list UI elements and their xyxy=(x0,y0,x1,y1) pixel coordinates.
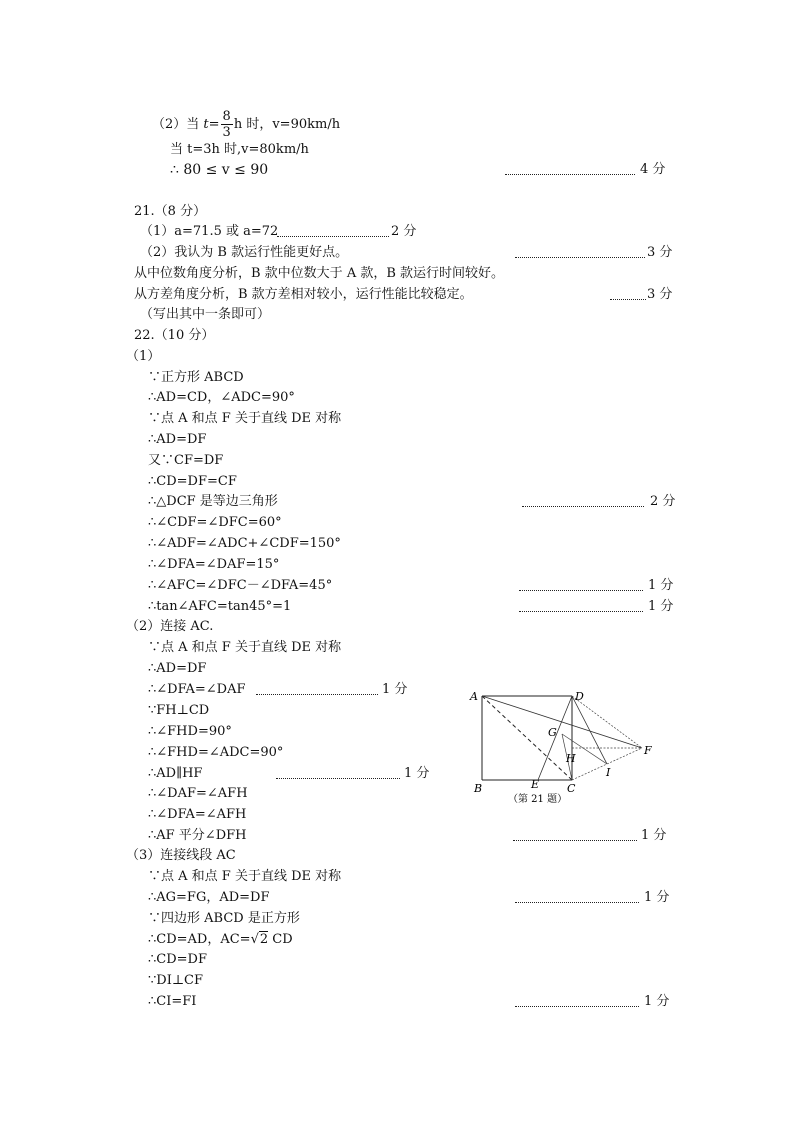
label-B: B xyxy=(474,782,483,795)
score-leader xyxy=(522,506,644,507)
label-A: A xyxy=(470,690,478,703)
q22-p2-line: ∴∠FHD=∠ADC=90° xyxy=(148,745,284,760)
score: 1 分 xyxy=(644,994,670,1009)
score-leader xyxy=(610,299,646,300)
label-D: D xyxy=(575,690,584,703)
q20-eq: = xyxy=(208,117,220,132)
label-F: F xyxy=(644,744,652,757)
q22-p3-line: ∴CI=FI xyxy=(148,994,197,1009)
q22-p1-line: 又∵CF=DF xyxy=(148,453,224,468)
q22-p1-line: ∵正方形 ABCD xyxy=(148,370,244,385)
figure-caption: （第 21 题） xyxy=(508,794,568,805)
score-leader xyxy=(519,590,643,591)
q21-title: 21.（8 分） xyxy=(134,204,207,219)
score-leader xyxy=(515,902,639,903)
sqrt-radicand: 2 xyxy=(259,932,269,947)
q22-p3-line: ∴CD=DF xyxy=(148,952,207,967)
q22-p2-line: ∴AF 平分∠DFH xyxy=(148,828,247,843)
q22-p3-line-sqrt xyxy=(148,932,293,948)
q21-p4: 从方差角度分析，B 款方差相对较小，运行性能比较稳定。 xyxy=(134,287,473,302)
fraction-numerator: 8 xyxy=(222,109,231,124)
score: 2 分 xyxy=(391,224,417,239)
q22-p3-line: ∵点 A 和点 F 关于直线 DE 对称 xyxy=(148,869,342,884)
label-G: G xyxy=(548,726,557,739)
q22-p1-line: ∴△DCF 是等边三角形 xyxy=(148,494,278,509)
q22-title: 22.（10 分） xyxy=(134,328,215,343)
label-E: E xyxy=(531,778,540,791)
q22-part1-label: （1） xyxy=(126,349,161,364)
q21-p5: （写出其中一条即可） xyxy=(140,307,271,322)
score: 1 分 xyxy=(644,890,670,905)
q22-p2-line: ∵FH⊥CD xyxy=(148,703,210,718)
q21-p2: （2）我认为 B 款运行性能更好点。 xyxy=(140,245,349,260)
segment-AF xyxy=(482,696,642,748)
segment-DI xyxy=(572,696,607,764)
score: 4 分 xyxy=(640,162,666,177)
fraction-denominator: 3 xyxy=(222,125,231,140)
q22-p2-line: ∴∠DAF=∠AFH xyxy=(148,786,248,801)
score: 3 分 xyxy=(647,287,673,302)
q22-part2-label: （2）连接 AC. xyxy=(126,619,214,634)
q20-text-post: h 时，v=90km/h xyxy=(233,117,341,132)
q22-p1-line: ∵点 A 和点 F 关于直线 DE 对称 xyxy=(148,411,342,426)
sqrt-symbol: √ xyxy=(250,932,259,947)
q20-var-t: t xyxy=(203,117,209,132)
score-leader xyxy=(277,236,389,237)
score-leader xyxy=(256,694,378,695)
q22-p3-text: ∴CD=AD，AC= xyxy=(148,932,251,947)
segment-DF xyxy=(572,696,642,748)
q22-part3-label: （3）连接线段 AC xyxy=(126,848,236,863)
score: 2 分 xyxy=(650,494,676,509)
q22-p1-line: ∴tan∠AFC=tan45°=1 xyxy=(148,599,292,614)
q22-p3-line: ∵四边形 ABCD 是正方形 xyxy=(148,911,300,926)
q22-p3-line: ∴AG=FG，AD=DF xyxy=(148,890,270,905)
score-leader xyxy=(276,778,400,779)
q22-p1-line: ∴∠ADF=∠ADC+∠CDF=150° xyxy=(148,536,341,551)
score-leader xyxy=(515,1006,639,1007)
score: 1 分 xyxy=(648,599,674,614)
score-leader xyxy=(519,611,643,612)
label-I: I xyxy=(606,766,611,779)
q20-text: （2）当 xyxy=(152,117,204,132)
q22-p2-line: ∴∠FHD=90° xyxy=(148,724,232,739)
label-C: C xyxy=(567,782,576,795)
q22-p1-line: ∴∠AFC=∠DFC－∠DFA=45° xyxy=(148,578,333,593)
q22-p2-line: ∴∠DFA=∠AFH xyxy=(148,807,247,822)
score: 1 分 xyxy=(641,828,667,843)
q22-p2-line: ∴AD=DF xyxy=(148,661,207,676)
q20-line-2: 当 t=3h 时,v=80km/h xyxy=(170,142,309,157)
q21-p1: （1）a=71.5 或 a=72 xyxy=(140,224,279,239)
q20-line-1 xyxy=(152,109,340,140)
q22-p1-line: ∴∠CDF=∠DFC=60° xyxy=(148,515,282,530)
score-leader xyxy=(515,257,645,258)
score: 1 分 xyxy=(648,578,674,593)
q22-p1-line: ∴CD=DF=CF xyxy=(148,474,237,489)
score: 1 分 xyxy=(404,766,430,781)
q22-p3-line: ∵DI⊥CF xyxy=(148,973,204,988)
score-leader xyxy=(513,840,637,841)
geometry-figure xyxy=(462,686,662,814)
q22-p2-line: ∴AD∥HF xyxy=(148,766,203,781)
score: 1 分 xyxy=(382,682,408,697)
q22-p1-line: ∴∠DFA=∠DAF=15° xyxy=(148,557,280,572)
q22-p1-line: ∴AD=CD，∠ADC=90° xyxy=(148,390,295,405)
q22-p2-line: ∴∠DFA=∠DAF xyxy=(148,682,246,697)
score-leader xyxy=(505,174,635,175)
q20-line-3: ∴ 80 ≤ v ≤ 90 xyxy=(170,162,269,178)
q22-p2-line: ∵点 A 和点 F 关于直线 DE 对称 xyxy=(148,640,342,655)
fraction xyxy=(221,109,233,140)
label-H: H xyxy=(566,752,576,765)
q21-p3: 从中位数角度分析，B 款中位数大于 A 款，B 款运行时间较好。 xyxy=(134,266,505,281)
q22-p1-line: ∴AD=DF xyxy=(148,432,207,447)
q22-p3-tail: CD xyxy=(268,932,293,947)
score: 3 分 xyxy=(647,245,673,260)
segment-AC xyxy=(482,696,572,780)
